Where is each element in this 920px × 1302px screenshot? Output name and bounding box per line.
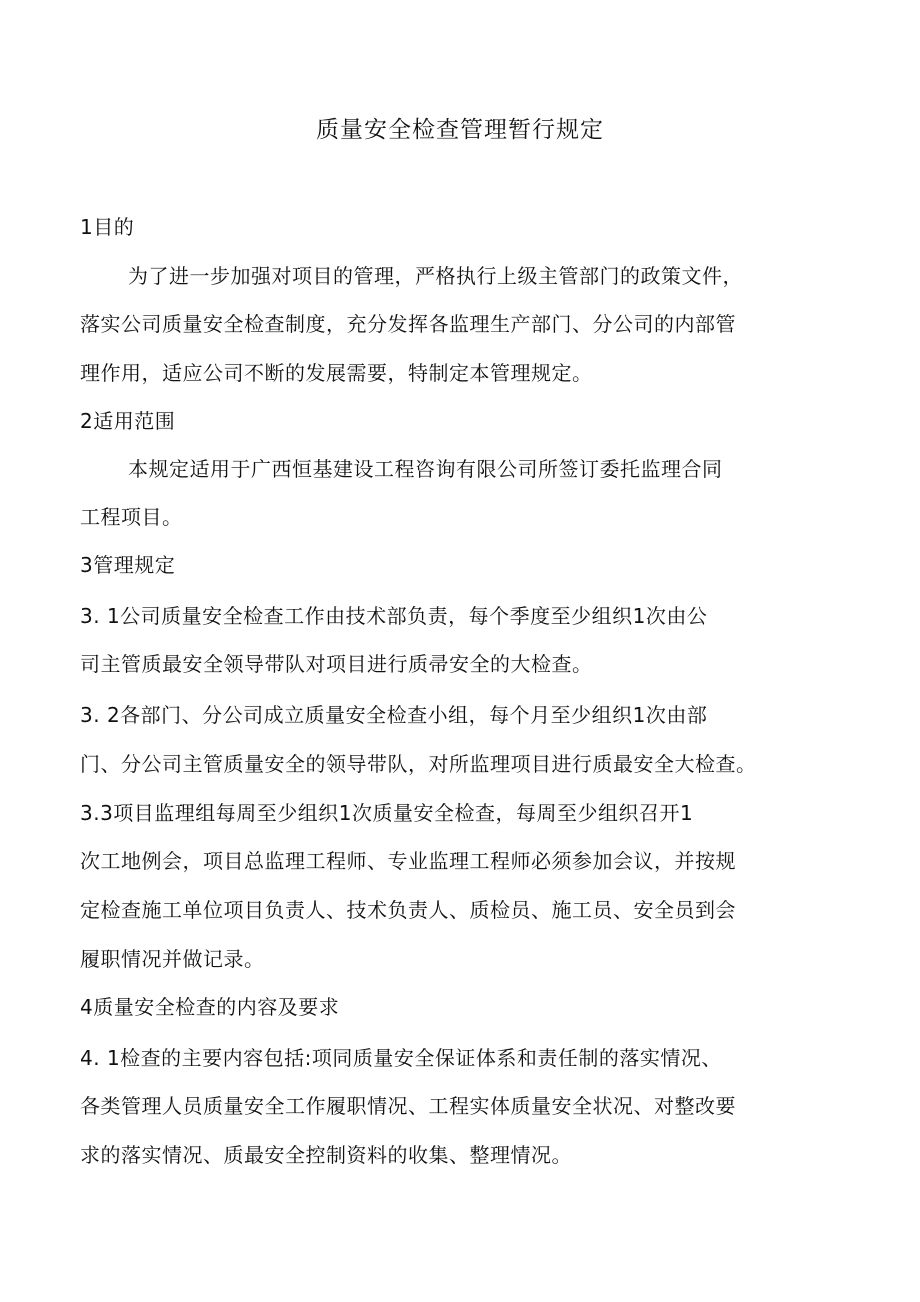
paragraph-line: 司主管质最安全领导带队对项目进行质帚安全的大检查。 [80, 652, 593, 676]
paragraph-line: 次工地例会，项目总监理工程师、专业监理工程师必须参加会议，并按规 [80, 849, 736, 873]
document-title: 质量安全检查管理暂行规定 [316, 117, 604, 143]
section-heading-purpose: 1目的 [80, 215, 135, 239]
paragraph-line: 4. 1检查的主要内容包括:项同质量安全保证体系和责任制的落实情况、 [80, 1046, 722, 1070]
paragraph-line: 履职情况并做记录。 [80, 947, 265, 971]
section-heading-scope: 2适用范围 [80, 409, 176, 433]
section-heading-management-rules: 3管理规定 [80, 553, 176, 577]
paragraph-line: 为了进一步加强对项目的管理，严格执行上级主管部门的政策文件， [128, 264, 743, 288]
paragraph-line: 定检查施工单位项目负责人、技术负责人、质检员、施工员、安全员到会 [80, 898, 736, 922]
paragraph-line: 门、分公司主管质量安全的领导带队，对所监理项目进行质最安全大检查。 [80, 752, 757, 776]
paragraph-line: 落实公司质量安全检查制度，充分发挥各监理生产部门、分公司的内部管 [80, 312, 736, 336]
paragraph-line: 求的落实情况、质最安全控制资料的收集、整理情况。 [80, 1143, 572, 1167]
paragraph-line: 理作用，适应公司不断的发展需要，特制定本管理规定。 [80, 361, 593, 385]
paragraph-line: 3. 1公司质量安全检查工作由技术部负责，每个季度至少组织1次由公 [80, 604, 708, 628]
paragraph-line: 本规定适用于广西恒基建设工程咨询有限公司所签订委托监理合同 [128, 457, 723, 481]
section-heading-inspection-content: 4质量安全检查的内容及要求 [80, 995, 340, 1019]
paragraph-line: 工程项目。 [80, 505, 183, 529]
paragraph-line: 3. 2各部门、分公司成立质量安全检查小组，每个月至少组织1次由部 [80, 703, 708, 727]
paragraph-line: 各类管理人员质量安全工作履职情况、工程实体质量安全状况、对整改要 [80, 1094, 736, 1118]
paragraph-line: 3.3项目监理组每周至少组织1次质量安全检查，每周至少组织召开1 [80, 801, 694, 825]
